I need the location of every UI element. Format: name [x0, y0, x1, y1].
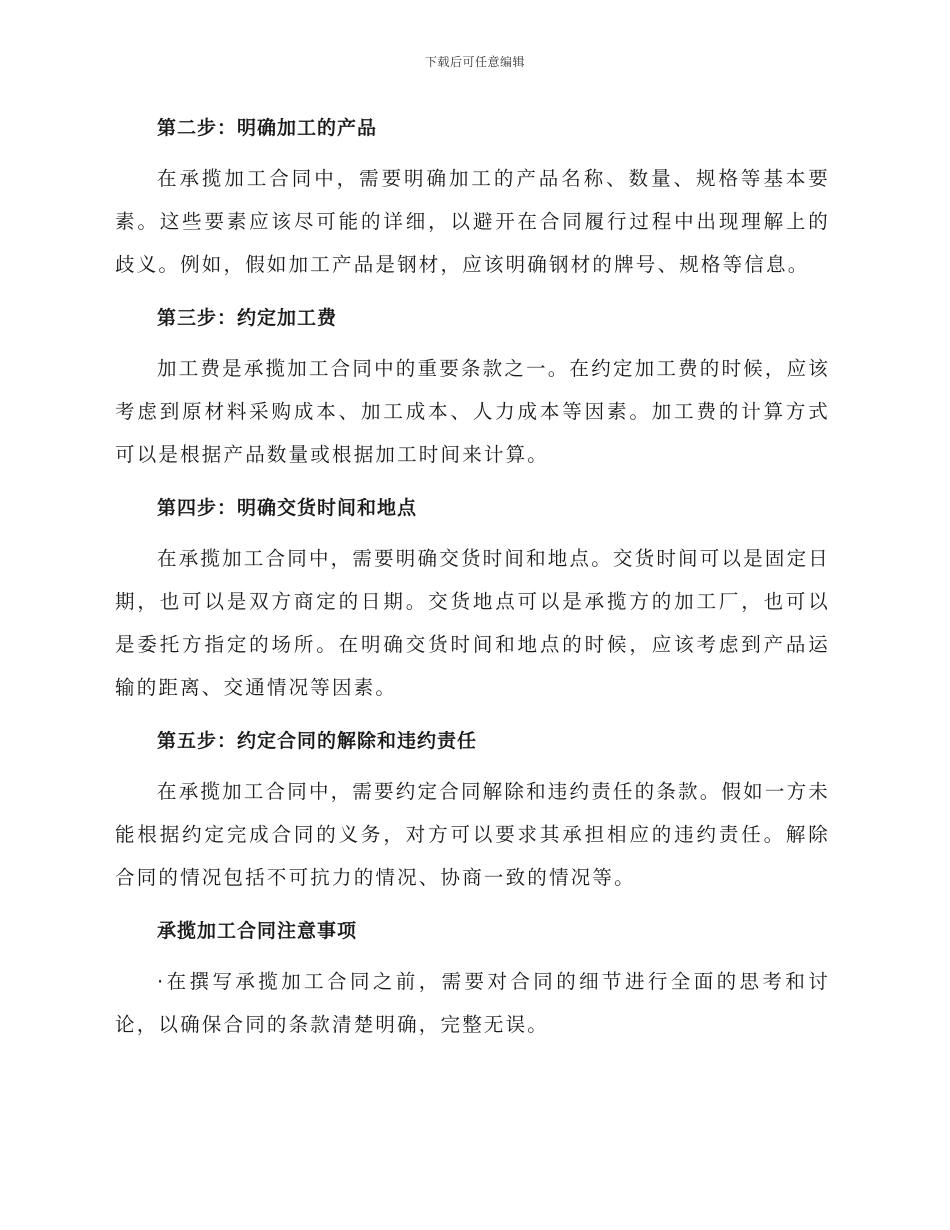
- section-body-step5: 在承揽加工合同中，需要约定合同解除和违约责任的条款。假如一方未能根据约定完成合同的义务，对方可以要求其承担相应的违约责任。解除合同的情况包括不可抗力的情况、协商一致的情况等。: [115, 780, 830, 889]
- section-heading-notes: 承揽加工合同注意事项: [157, 920, 358, 942]
- section-heading-step4: 第四步：明确交货时间和地点: [157, 497, 418, 519]
- section-heading-step3: 第三步：约定加工费: [157, 307, 338, 329]
- section-body-step2: 在承揽加工合同中，需要明确加工的产品名称、数量、规格等基本要素。这些要素应该尽可能的详细，以避开在合同履行过程中出现理解上的歧义。例如，假如加工产品是钢材，应该明确钢材的牌号、规格等信息。: [115, 167, 830, 276]
- bullet-dot-icon: ·: [157, 970, 166, 993]
- section-body-step4: 在承揽加工合同中，需要明确交货时间和地点。交货时间可以是固定日期，也可以是双方商定的日期。交货地点可以是承揽方的加工厂，也可以是委托方指定的场所。在明确交货时间和地点的时候，应该考虑到产品运输的距离、交通情况等因素。: [115, 547, 830, 699]
- notes-bullet-text: 在撰写承揽加工合同之前，需要对合同的细节进行全面的思考和讨论，以确保合同的条款清楚明确，完整无误。: [115, 970, 830, 1036]
- section-body-step3: 加工费是承揽加工合同中的重要条款之一。在约定加工费的时候，应该考虑到原材料采购成本、加工成本、人力成本等因素。加工费的计算方式可以是根据产品数量或根据加工时间来计算。: [115, 357, 830, 466]
- section-heading-step2: 第二步：明确加工的产品: [157, 117, 378, 139]
- document-body: [115, 108, 830, 1058]
- section-heading-step5: 第五步：约定合同的解除和违约责任: [157, 730, 478, 752]
- page-header-note: 下载后可任意编辑: [424, 55, 525, 69]
- notes-bullet-item: [115, 960, 830, 1046]
